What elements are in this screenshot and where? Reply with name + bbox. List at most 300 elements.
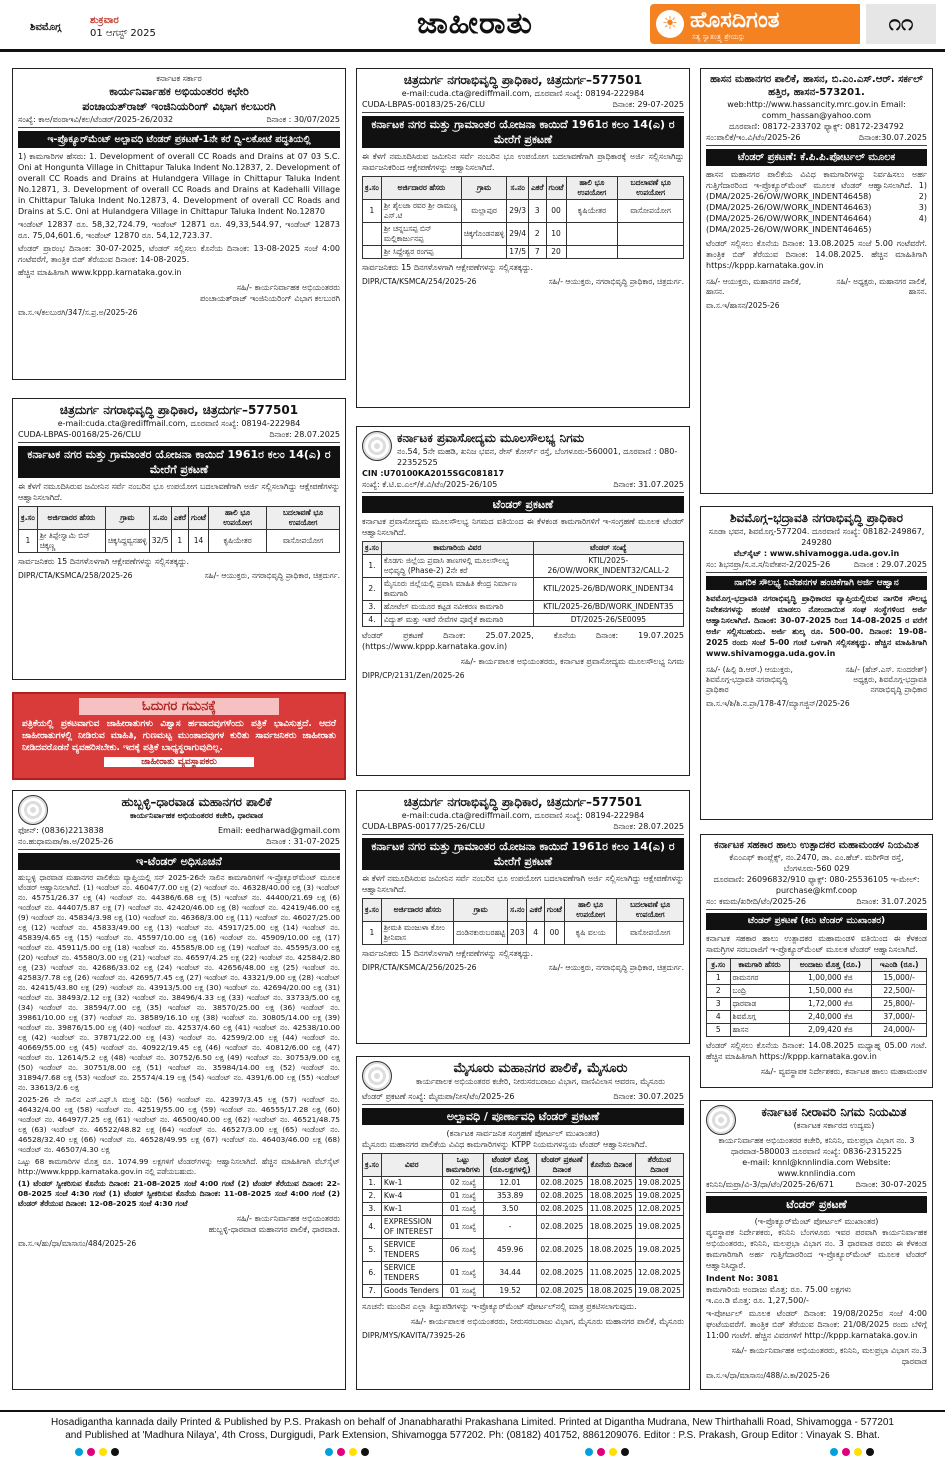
ad-title-bar: ಟೆಂಡರ್ ಪ್ರಕಟಣೆ: ಕೆ.ಪಿ.ಪಿ.ಪೋರ್ಟಲ್ ಮೂಲಕ [706, 149, 927, 166]
table-cell: 01 ಸಂಖ್ಯೆ [442, 1262, 484, 1285]
table-cell: 4 [527, 922, 544, 945]
ad-title-bar: ಇ-ಪ್ರೊಕ್ಯೂರ್‌ಮೆಂಟ್ ಅಲ್ಪಾವಧಿ ಟೆಂಡರ್ ಪ್ರಕಟಣೆ-1ನೇ ಕರೆ ದ್ವಿ-ಲಕೋಟೆ ಪದ್ಧತಿಯಲ್ಲಿ [18, 131, 340, 148]
table-cell: 17/5 [507, 246, 529, 259]
table-row [363, 223, 684, 246]
ad-knnl-tender [700, 1100, 933, 1390]
table-cell: SERVICE TENDERS [381, 1262, 442, 1285]
table-cell: 24,000/- [872, 1024, 927, 1037]
edition-place: ಶಿವಮೊಗ್ಗ [30, 22, 62, 33]
table-header-cell: ಅರ್ಜಿದಾರರ ಹೆಸರು [37, 507, 105, 530]
ad-signatures [706, 277, 927, 297]
ad-summary: ಒಟ್ಟು 68 ಕಾಮಗಾರಿಗಳ ಮೊತ್ತ ರೂ. 1074.99 ಲಕ್ಷಗಳಿಗೆ ಟೆಂಡರ್‌ಗಳನ್ನು ಆಹ್ವಾನಿಸಲಾಗಿದೆ. ಹೆಚ್ಚಿನ ಮಾಹಿತಿಗಾಗಿ ವೆಬ್‌ಸೈಟ್ http://www.kppp.karnataka.gov.in ನಲ್ಲಿ ಪಡೆಯಬಹುದು. [18, 1157, 340, 1176]
table-cell: 1,50,000 ಕೆಜಿ [789, 985, 872, 998]
table-cell: 34.44 [484, 1262, 536, 1285]
ref-number: ಸಂ:ಪಾಲಿಕೆ/ಇಂ.ವಿ/ಟೆಂ/2025-26 [706, 133, 801, 142]
ad-header-govt: ಕರ್ನಾಟಕ ಸರ್ಕಾರ [156, 74, 202, 83]
table-row [363, 1216, 684, 1239]
ad-title-bar: ಕರ್ನಾಟಕ ನಗರ ಮತ್ತು ಗ್ರಾಮಾಂತರ ಯೋಜನಾ ಕಾಯಿದೆ 1961ರ ಕಲಂ 14(ಎ) ರ ಮೇರೆಗೆ ಪ್ರಕಟಣೆ [362, 116, 684, 148]
table-cell: ಕೊಡಗು ಜಿಲ್ಲೆಯ ಪ್ರವಾಸಿ ತಾಣಗಳಲ್ಲಿ ಮೂಲಸೌಲಭ್ಯ ಅಭಿವೃದ್ಧಿ (Phase-2) 2ನೇ ಕರೆ [381, 555, 533, 578]
table-cell: 02 ಸಂಖ್ಯೆ [442, 1177, 484, 1190]
table-cell: ಮಲ್ಲಾಪುರ [461, 200, 506, 223]
ad-reference [706, 1179, 927, 1193]
table-cell: 22,500/- [872, 985, 927, 998]
ad-reference [362, 99, 684, 113]
ref-date: ದಿನಾಂಕ: 28.07.2025 [269, 430, 340, 439]
table-cell [566, 246, 618, 259]
ad-header-corporation: ಕರ್ನಾಟಕ ಪ್ರವಾಸೋದ್ಯಮ ಮೂಲಸೌಲಭ್ಯ ನಿಗಮ [397, 431, 585, 445]
ad-chitradurga-clu-1 [356, 68, 690, 408]
newspaper-name: ಹೊಸದಿಗಂತ [690, 8, 780, 33]
table-cell: ಶ್ರೀ ಸಿದ್ದೇಶ್ವರ ರಂಗಪ್ಪ [381, 246, 461, 259]
table-cell: 1 [707, 972, 731, 985]
table-header-cell: ಸ.ನಂ [507, 177, 529, 200]
table-cell: 2 [707, 985, 731, 998]
table-cell: ವಾಸೋಪಯೋಗ [267, 530, 340, 553]
table-cell: 19.08.2025 [635, 1216, 683, 1239]
land-use-table [362, 898, 684, 945]
ad-web: web:http://www.hassancity.mrc.gov.in Email: comm_hassan@yahoo.com [727, 100, 906, 120]
imprint-footer [0, 1410, 945, 1462]
table-cell: ಶ್ರೀ ತಿಪ್ಪೇಸ್ವಾಮಿ ಬಿನ್ ಚಿಕ್ಕಣ್ಣ [37, 530, 105, 553]
table-header-cell: ಕೊನೆಯ ದಿನಾಂಕ [587, 1154, 635, 1177]
ad-hassan-tender [700, 68, 933, 494]
table-cell: 1 [171, 530, 188, 553]
ad-kalaburagi-tender [12, 68, 346, 380]
table-header-cell: ಕ್ರ.ಸಂ [363, 177, 382, 200]
ad-dates: ಟೆಂಡರ್ ಪ್ರಾರಂಭ ದಿನಾಂಕ: 30-07-2025, ಟೆಂಡರ್ ಸಲ್ಲಿಸಲು ಕೊನೆಯ ದಿನಾಂಕ: 13-08-2025 ಸಂಜೆ 4:00 ಗಂಟೆವರೆಗೆ, ತಾಂತ್ರಿಕ ಬಿಡ್ ತೆರೆಯುವ ದಿನಾಂಕ: 14-08-2025. [18, 244, 340, 264]
table-row [363, 614, 684, 627]
govt-emblem-icon [362, 431, 392, 461]
ad-more-info: ಹೆಚ್ಚಿನ ಮಾಹಿತಿಗಾಗಿ www.kppp.karnataka.gov.in [18, 268, 182, 277]
table-cell: 10 [546, 223, 566, 246]
ad-signatory: ಸಹಿ/- ಆಯುಕ್ತರು, ನಗರಾಭಿವೃದ್ಧಿ ಪ್ರಾಧಿಕಾರ, ಚಿತ್ರದುರ್ಗ. [548, 277, 684, 286]
signatory-commissioner: ಸಹಿ/- ಆಯುಕ್ತರು, ಮಹಾನಗರ ಪಾಲಿಕೆ, ಹಾಸನ. [706, 277, 802, 296]
ad-reference [706, 896, 927, 910]
ad-footer-row [362, 963, 684, 973]
issue-date-text: 01 ಆಗಸ್ಟ್ 2025 [90, 28, 156, 39]
table-row [363, 922, 684, 945]
table-cell: 01 ಸಂಖ್ಯೆ [442, 1203, 484, 1216]
table-cell: 203 [508, 922, 527, 945]
newspaper-tagline: ಸತ್ಯ ಸ್ವಾತಂತ್ರ್ಯ ಶ್ರೇಯಸ್ಸು [692, 33, 745, 41]
ad-dates: ಟೆಂಡರ್ ಪ್ರಕಟಣೆ ದಿನಾಂಕ: 25.07.2025, ಕೊನೆಯ ದಿನಾಂಕ: 19.07.2025 (https://www.kppp.karnataka.gov.in) [362, 631, 684, 651]
ref-date: ದಿನಾಂಕ:30.07.2025 [858, 133, 927, 142]
ad-cin: CIN :U70100KA2015SGC081817 [362, 469, 505, 478]
table-row [363, 1203, 684, 1216]
table-cell: 19.08.2025 [635, 1239, 683, 1262]
table-row [363, 1262, 684, 1285]
table-header-cell: ಟೆಂಡರ್ ಪ್ರಕಟಣೆ ದಿನಾಂಕ [536, 1154, 587, 1177]
table-cell: 06 ಸಂಖ್ಯೆ [442, 1239, 484, 1262]
table-cell: EXPRESSION OF INTEREST [381, 1216, 442, 1239]
table-cell: ಕೃಷಿಯೇತರ [209, 530, 267, 553]
table-cell [618, 246, 684, 259]
ad-signatory: ಸಹಿ/- ಕಾರ್ಯಪಾಲಕ ಅಭಿಯಂತರರು, ಕರ್ನಾಟಕ ಪ್ರವಾಸೋದ್ಯಮ ಮೂಲಸೌಲಭ್ಯ ನಿಗಮ [460, 657, 684, 666]
table-cell: 19.08.2025 [635, 1177, 683, 1190]
ad-title-bar: ಟೆಂಡರ್ ಪ್ರಕಟಣೆ (ಕಿರು ಟೆಂಡರ್ ಮುಖಾಂತರ) [706, 913, 927, 930]
ad-body-text: ಶಿವಮೊಗ್ಗ-ಭದ್ರಾವತಿ ನಗರಾಭಿವೃದ್ಧಿ ಪ್ರಾಧಿಕಾರದ ವ್ಯಾಪ್ತಿಯಲ್ಲಿರುವ ನಾಗರಿಕ ಸೌಲಭ್ಯ ನಿವೇಶನಗಳನ್ನು ಹಂಚಿಕೆ ಮಾಡಲು ನೋಂದಾಯಿತ ಸಂಘ ಸಂಸ್ಥೆಗಳಿಂದ ಅರ್ಜಿ ಆಹ್ವಾನಿಸಲಾಗಿದೆ. ದಿನಾಂಕ: 30-07-2025 ರಿಂದ 14-08-2025 ರ ವರೆಗೆ ಅರ್ಜಿ ಸಲ್ಲಿಸಬಹುದು. ಅರ್ಜಿ ಶುಲ್ಕ ರೂ. 500-00. ದಿನಾಂಕ: 19-08-2025 ರಂದು ಸಂಜೆ 5-00 ಗಂಟೆ ಒಳಗಾಗಿ ಸಲ್ಲಿಸತಕ್ಕದ್ದು. ಹೆಚ್ಚಿನ ಮಾಹಿತಿಗಾಗಿ www.shivamogga.uda.gov.in [706, 594, 927, 658]
ref-number: CUDA-LBPAS-00183/25-26/CLU [362, 100, 485, 109]
black-dot [361, 1448, 369, 1456]
table-cell: ಕೃಷಿ ವಲಯ [564, 922, 617, 945]
table-header-cell: ಕ್ರ.ಸಂ [363, 899, 382, 922]
ad-title-bar: ನಾಗರಿಕ ಸೌಲಭ್ಯ ನಿವೇಶನಗಳ ಹಂಚಿಕೆಗಾಗಿ ಅರ್ಜಿ ಆಹ್ವಾನ [706, 576, 927, 590]
table-cell: 5. [363, 1239, 382, 1262]
table-cell: 2. [363, 1190, 382, 1203]
ad-phone: ಫೋನ್: (0836)2213838 [18, 826, 104, 835]
table-cell [461, 246, 506, 259]
registration-marks-right [585, 1448, 629, 1458]
ad-shivamogga-uda [700, 506, 933, 820]
table-cell: 18.08.2025 [587, 1177, 635, 1190]
table-cell: ವಿದ್ಯುತ್ ಮತ್ತು ಇತರೆ ಸೇವೆಗಳ ಪೂರೈಕೆ ಕಾಮಗಾರಿ [381, 614, 533, 627]
ad-signatory: ಸಹಿ/- ಆಯುಕ್ತರು, ನಗರಾಭಿವೃದ್ಧಿ ಪ್ರಾಧಿಕಾರ, ಚಿತ್ರದುರ್ಗ. [548, 963, 684, 972]
table-cell: 01 ಸಂಖ್ಯೆ [442, 1216, 484, 1239]
ad-header-sub: (ಕರ್ನಾಟಕ ಸರ್ಕಾರದ ಉದ್ಯಮ) [793, 1121, 875, 1130]
table-cell: 1 [19, 530, 38, 553]
table-cell: 12.01 [484, 1177, 536, 1190]
imprint-line-1: Hosadigantha kannada daily Printed & Published by P.S. Prakash on behalf of Jnanabharathi Prakashana Limited. Printed at Digantha Mudrana, New Thirthahalli Road, Shivamogga - 577201 [51, 1417, 894, 1428]
table-cell: KTIL/2025-26/BD/WORK_INDENT35 [533, 601, 683, 614]
ad-contact: e-mail:cuda.cta@rediffmail.com, ದೂರವಾಣಿ ಸಂಖ್ಯೆ: 08194-222984 [401, 811, 645, 820]
dipr-code: ವಾ.ಸ.ಇ/ಶಿ/ಶಿ.ನ.ಪ್ರಾ/178-47/ಮ್ಯಾಗಜ್ಜಿನ್/2025-26 [706, 699, 850, 708]
corporation-emblem-icon [362, 1061, 392, 1091]
table-header-cell: ಸ.ನಂ [508, 899, 527, 922]
yellow-dot [99, 1448, 107, 1456]
ad-body-text: ಈ ಕೆಳಗೆ ನಮೂದಿಸಿರುವ ಜಮೀನಿನ ಸರ್ವೆ ನಂಬರಿನ ಭೂ ಉಪಯೋಗ ಬದಲಾವಣೆಗಾಗಿ ಅರ್ಜಿ ಸಲ್ಲಿಸಲಾಗಿದ್ದು ಆಕ್ಷೇಪಣೆಗಳನ್ನು ಆಹ್ವಾನಿಸಲಾಗಿದೆ. [18, 482, 340, 502]
table-cell: 459.96 [484, 1239, 536, 1262]
ad-dates: ಟೆಂಡರ್ ಸಲ್ಲಿಸಲು ಕೊನೆಯ ದಿನಾಂಕ: 13.08.2025 ಸಂಜೆ 5.00 ಗಂಟೆವರೆಗೆ. ತಾಂತ್ರಿಕ ಬಿಡ್ ತೆರೆಯುವ ದಿನಾಂಕ: 14.08.2025. ಹೆಚ್ಚಿನ ಮಾಹಿತಿಗಾಗಿ https://kppp.karnataka.gov.in [706, 239, 927, 270]
table-header-cell: ಹಾಲಿ ಭೂ ಉಪಯೋಗ [209, 507, 267, 530]
table-cell: 353.89 [484, 1190, 536, 1203]
yellow-dot [349, 1448, 357, 1456]
ref-date: ದಿನಾಂಕ: 29-07-2025 [612, 100, 684, 109]
ref-date: ದಿನಾಂಕ : 31-07-2025 [266, 837, 340, 846]
ad-reference [706, 559, 927, 573]
land-use-table [362, 176, 684, 259]
table-cell: 29/3 [507, 200, 529, 223]
table-cell: 19.08.2025 [635, 1285, 683, 1298]
ad-body-text: ಈ ಕೆಳಗೆ ನಮೂದಿಸಿರುವ ಜಮೀನಿನ ಸರ್ವೆ ನಂಬರಿನ ಭೂ ಉಪಯೋಗ ಬದಲಾವಣೆಗಾಗಿ ಅರ್ಜಿ ಸಲ್ಲಿಸಲಾಗಿದ್ದು ಆಕ್ಷೇಪಣೆಗಳನ್ನು ಆಹ್ವಾನಿಸಲಾಗಿದೆ. [362, 874, 684, 894]
ref-number: CUDA-LBPAS-00177/25-26/CLU [362, 822, 485, 831]
table-cell: 3.50 [484, 1203, 536, 1216]
table-header-cell: ಬದಲಾವಣೆ ಭೂ ಉಪಯೋಗ [618, 177, 684, 200]
ref-number: ಟೆಂಡರ್ ಪ್ರಕಟಣೆ ಸಂಖ್ಯೆ: ಮೈಮಪಾ/ನೀಸ/ಟೆಂ/2025-26 [362, 1092, 515, 1101]
ad-intro: ಮೈಸೂರು ಮಹಾನಗರ ಪಾಲಿಕೆಯ ವಿವಿಧ ಕಾಮಗಾರಿಗಳನ್ನು KTPP ನಿಯಮಗಳನ್ವಯ ಟೆಂಡರ್ ಆಹ್ವಾನಿಸಲಾಗಿದೆ. [362, 1140, 648, 1149]
table-header-cell: ಕ್ರ.ಸಂ [19, 507, 38, 530]
ad-reference [362, 479, 684, 493]
table-row [363, 555, 684, 578]
table-header-cell: ಗುಂಟೆ [189, 507, 209, 530]
table-header-cell: ಹಾಲಿ ಭೂ ಉಪಯೋಗ [564, 899, 617, 922]
section-title: ಜಾಹೀರಾತು [417, 6, 533, 41]
table-cell [363, 223, 382, 246]
dipr-code: ವಾ.ಸ.ಇ/ಹಾಸನ/2025-26 [706, 301, 780, 310]
table-cell: 3 [707, 998, 731, 1011]
cyan-dot [830, 1448, 838, 1456]
ref-number: ಕನಿನಿನಿ/ಮಪ್ರಾ/ವಿ-3/ಧಾ/ಟೆಂ/2025-26/671 [706, 1180, 834, 1189]
ad-address: ಸೂಡಾ ಭವನ, ಶಿವಮೊಗ್ಗ-577204. ದೂರವಾಣಿ ಸಂಖ್ಯೆ: 08182-249867, 249280 [708, 527, 925, 547]
dipr-code: ವಾ.ಸ.ಇ/ಕಲಬುರಗಿ/347/ಸ.ಪ್ರ.ಅ/2025-26 [18, 308, 138, 317]
ref-date: ದಿನಾಂಕ: 31.07.2025 [856, 897, 927, 906]
magenta-dot [842, 1448, 850, 1456]
ad-signatory: ಸಹಿ/- ಕಾರ್ಯನಿರ್ವಾಹಕ ಅಭಿಯಂತರರು [236, 283, 340, 292]
dipr-code: ವಾ.ಸ.ಇ/ಧಾ/ಮಾಸಾಸಂ/488/ವಿ.ಕಾ/2025-26 [706, 1371, 830, 1380]
ad-header-corporation: ಮೈಸೂರು ಮಹಾನಗರ ಪಾಲಿಕೆ, ಮೈಸೂರು [453, 1061, 628, 1076]
table-cell: 1. [363, 1177, 382, 1190]
table-header-cell: ತೆರೆಯುವ ದಿನಾಂಕ [635, 1154, 683, 1177]
ref-date: ದಿನಾಂಕ : 29.07.2025 [853, 560, 927, 569]
table-cell: 18.08.2025 [587, 1190, 635, 1203]
dipr-code: DIPR/CP/2131/Zen/2025-26 [362, 671, 465, 680]
dipr-code: DIPR/CTA/KSMCA/258/2025-26 [18, 571, 133, 580]
table-cell: 2,40,000 ಕೆಜಿ [789, 1011, 872, 1024]
table-cell: ಧಾರವಾಡ [730, 998, 789, 1011]
ad-reference [706, 132, 927, 146]
table-header-cell: ಗ್ರಾಮ [461, 177, 506, 200]
table-header-cell: ಕ್ರ.ಸಂ [363, 1154, 382, 1177]
notice-signatory: ಜಾಹೀರಾತು ವ್ಯವಸ್ಥಾಪಕರು [104, 757, 254, 767]
ad-chitradurga-clu-3 [356, 790, 690, 1044]
ad-signatures [706, 665, 927, 695]
table-cell: KTIL/2025-26/BD/WORK_INDENT34 [533, 578, 683, 601]
yellow-dot [854, 1448, 862, 1456]
black-dot [866, 1448, 874, 1456]
table-row [707, 998, 927, 1011]
table-cell: - [484, 1216, 536, 1239]
signatory-president: ಸಹಿ/- ಅಧ್ಯಕ್ಷರು, ಮಹಾನಗರ ಪಾಲಿಕೆ, ಹಾಸನ. [836, 277, 927, 296]
ad-body-text: ವ್ಯವಸ್ಥಾಪಕ ನಿರ್ದೇಶಕರು, ಕನಿನಿನಿ ಬೆಂಗಳೂರು ಇವರ ಪರವಾಗಿ ಕಾರ್ಯನಿರ್ವಾಹಕ ಅಭಿಯಂತರರು, ಕನಿನಿನಿ, ಮಲಪ್ರಭಾ ವಿಭಾಗ ನಂ. 3 ಧಾರವಾಡ ರವರು ಈ ಕೆಳಕಂಡ ಕಾಮಗಾರಿಗಾಗಿ ಅರ್ಹ ಗುತ್ತಿಗೆದಾರರಿಂದ ಇ-ಪ್ರೊಕ್ಯೂರ್‌ಮೆಂಟ್ ಮೂಲಕ ಟೆಂಡರ್ ಆಹ್ವಾನಿಸಿದ್ದಾರೆ. [706, 1228, 927, 1270]
table-cell: 6. [363, 1262, 382, 1285]
ad-works-list-sfc: 2025-26 ನೇ ಸಾಲಿನ ಎಸ್.ಎಫ್.ಸಿ ಮುಕ್ತ ನಿಧಿ: (56) ಇಂಡೆಂಟ್ ನಂ. 42397/3.45 ಲಕ್ಷ (57) ಇಂಡೆಂಟ್ ನಂ. 46432/4.00 ಲಕ್ಷ (58) ಇಂಡೆಂಟ್ ನಂ. 42519/55.00 ಲಕ್ಷ (59) ಇಂಡೆಂಟ್ ನಂ. 46555/17.28 ಲಕ್ಷ (60) ಇಂಡೆಂಟ್ ನಂ. 46497/7.25 ಲಕ್ಷ (61) ಇಂಡೆಂಟ್ ನಂ. 46500/40.00 ಲಕ್ಷ (62) ಇಂಡೆಂಟ್ ನಂ. 46521/48.75 ಲಕ್ಷ (63) ಇಂಡೆಂಟ್ ನಂ. 46522/48.82 ಲಕ್ಷ (64) ಇಂಡೆಂಟ್ ನಂ. 46527/3.00 ಲಕ್ಷ (65) ಇಂಡೆಂಟ್ ನಂ. 46528/32.40 ಲಕ್ಷ (66) ಇಂಡೆಂಟ್ ನಂ. 46528/49.95 ಲಕ್ಷ (67) ಇಂಡೆಂಟ್ ನಂ. 46403/46.00 ಲಕ್ಷ (68) ಇಂಡೆಂಟ್ ನಂ. 46507/4.30 ಲಕ್ಷ [18, 1095, 340, 1154]
newspaper-logo [650, 4, 860, 44]
table-cell: 4 [707, 1011, 731, 1024]
table-cell: 18.08.2025 [587, 1239, 635, 1262]
table-cell [566, 223, 618, 246]
ad-amounts: ಇಂಡೆಂಟ್ 12837 ರೂ. 58,32,724.79, ಇಂಡೆಂಟ್ 12871 ರೂ. 49,33,544.97, ಇಂಡೆಂಟ್ 12873 ರೂ. 75,04,601.6, ಇಂಡೆಂಟ್ 12870 ರೂ. 54,12,723.37. [18, 220, 340, 240]
table-cell: 19.08.2025 [635, 1190, 683, 1203]
table-cell: 2,09,420 ಕೆಜಿ [789, 1024, 872, 1037]
registration-marks-far-right [830, 1448, 874, 1458]
table-cell: 2 [529, 223, 546, 246]
table-cell: ಬಂದ್ರಿ [730, 985, 789, 998]
ad-contact: e-mail:cuda.cta@rediffmail.com, ದೂರವಾಣಿ ಸಂಖ್ಯೆ: 08194-222984 [57, 419, 301, 428]
table-header-cell: ಗುಂಟೆ [544, 899, 564, 922]
ad-dipr-code [18, 308, 340, 318]
magenta-dot [87, 1448, 95, 1456]
issue-day: ಶುಕ್ರವಾರ [90, 15, 119, 26]
table-cell: ಶ್ರೀಮತಿ ಮಂಜುಳಾ ಕೋಂ ಶ್ರೀನಿವಾಸ [381, 922, 453, 945]
table-cell: 02.08.2025 [536, 1239, 587, 1262]
table-cell: 3 [529, 200, 546, 223]
table-header-cell: ಅರ್ಜಿದಾರರ ಹೆಸರು [381, 177, 461, 200]
table-cell: Goods Tenders [381, 1285, 442, 1298]
table-header-cell: ಹಾಲಿ ಭೂ ಉಪಯೋಗ [566, 177, 618, 200]
table-cell: 11.08.2025 [587, 1262, 635, 1285]
ad-address: ಕಾರ್ಯನಿರ್ವಾಹಕ ಅಭಿಯಂತರರ ಕಚೇರಿ, ಕನಿನಿನಿ, ಮಲಪ್ರಭಾ ವಿಭಾಗ ನಂ. 3 ಧಾರವಾಡ-580003 ದೂರವಾಣಿ ಸಂಖ್ಯೆ: 0836-2315225 [718, 1136, 915, 1156]
ad-amount: ಕಾಮಗಾರಿಯ ಅಂದಾಜು ಮೊತ್ತ: ರೂ. 75.00 ಲಕ್ಷಗಳು [706, 1285, 852, 1294]
sun-logo-icon: ☀ [656, 10, 684, 38]
table-cell: 02.08.2025 [536, 1177, 587, 1190]
ad-address: ಕೆಎಂಎಫ್ ಕಾಂಪ್ಲೆಕ್ಸ್, ನಂ.2470, ಡಾ. ಎಂ.ಹೆಚ್. ಮರಿಗೌಡ ರಸ್ತೆ, ಬೆಂಗಳೂರು-560 029 [729, 853, 904, 873]
ad-signatory-office: ಹುಬ್ಬಳ್ಳಿ-ಧಾರವಾಡ ಮಹಾನಗರ ಪಾಲಿಕೆ, ಧಾರವಾಡ. [208, 1225, 340, 1234]
table-cell: ಚಿಕ್ಕಸಿದ್ದವ್ವನಹಳ್ಳಿ [106, 530, 150, 553]
ref-date: ದಿನಾಂಕ: 30.07.2025 [613, 1092, 684, 1101]
dipr-code: DIPR/CTA/KSMCA/254/2025-26 [362, 277, 477, 286]
table-cell: ಶ್ರೀ ಚನ್ನಬಸಪ್ಪ ಬಿನ್ ಮಲ್ಲಿಕಾರ್ಜುನಪ್ಪ [381, 223, 461, 246]
ad-signatory: ಸಹಿ/- ಕಾರ್ಯನಿರ್ವಾಹಕ ಅಭಿಯಂತರರು, ಕನಿನಿನಿ, ಮಲಪ್ರಭಾ ವಿಭಾಗ ನಂ.3 ಧಾರವಾಡ [731, 1346, 927, 1366]
table-cell: 02.08.2025 [536, 1262, 587, 1285]
table-cell: 37,000/- [872, 1011, 927, 1024]
table-cell: 25,800/- [872, 998, 927, 1011]
table-header-cell: ಎಕರೆ [529, 177, 546, 200]
ad-reference [362, 1091, 684, 1105]
ad-header-corporation: ಕರ್ನಾಟಕ ನೀರಾವರಿ ನಿಗಮ ನಿಯಮಿತ [761, 1105, 907, 1119]
ad-intro: ಕರ್ನಾಟಕ ಪ್ರವಾಸೋದ್ಯಮ ಮೂಲಸೌಲಭ್ಯ ನಿಗಮದ ವತಿಯಿಂದ ಈ ಕೆಳಕಂಡ ಕಾಮಗಾರಿಗಳಿಗೆ ಇ-ಸಂಗ್ರಹಣೆ ಮೂಲಕ ಟೆಂಡರ್ ಆಹ್ವಾನಿಸಲಾಗಿದೆ. [362, 517, 684, 537]
table-row [363, 578, 684, 601]
table-cell: 29/4 [507, 223, 529, 246]
table-row [363, 1190, 684, 1203]
dipr-code: DIPR/MYS/KAVITA/73925-26 [362, 1331, 466, 1340]
ref-number: ಸಂಖ್ಯೆ: ಕೆ.ಟಿ.ಐ.ಎಲ್/ಕೆ.ವಿ/ಟೆಂ/2025-26/105 [362, 480, 498, 489]
ad-sub-title: (ಕರ್ನಾಟಕ ಸಾರ್ವಜನಿಕ ಸಂಗ್ರಹಣೆ ಪೋರ್ಟಲ್ ಮುಖಾಂತರ) [446, 1129, 600, 1138]
ad-tourism-infra-tender [356, 426, 690, 776]
ad-reference [18, 836, 340, 850]
table-header-cell: ಅರ್ಜಿದಾರರ ಹೆಸರು [381, 899, 453, 922]
ad-header-corporation: ಹಾಸನ ಮಹಾನಗರ ಪಾಲಿಕೆ, ಹಾಸನ, ಬಿ.ಎಂ.ಎಸ್.ಆರ್. ಸರ್ಕಲ್ ಹತ್ತಿರ, ಹಾಸನ-573201. [710, 74, 923, 98]
ref-number: ಸಂ: ಶಿಭನಪ್ರಾ/ಸ.ನ.ಸ/ನಿವೇಶನ-2/2025-26 [706, 560, 831, 569]
table-cell: 3. [363, 601, 382, 614]
ad-header-authority: ಚಿತ್ರದುರ್ಗ ನಗರಾಭಿವೃದ್ಧಿ ಪ್ರಾಧಿಕಾರ, ಚಿತ್ರದುರ್ಗ–577501 [403, 795, 643, 809]
table-cell: 1 [363, 200, 382, 223]
table-row [19, 530, 340, 553]
table-cell: ಹೋಟೆಲ್ ಮಯೂರ ಕಟ್ಟಡ ನವೀಕರಣ ಕಾಮಗಾರಿ [381, 601, 533, 614]
table-cell: 1 [363, 922, 382, 945]
ad-dates: ಇ-ಪೋರ್ಟಲ್ ಮೂಲಕ ಟೆಂಡರ್ ದಿನಾಂಕ: 19/08/2025ರ ಸಂಜೆ 4:00 ಘಂಟೆಯವರೆಗೆ. ತಾಂತ್ರಿಕ ಬಿಡ್ ತೆರೆಯುವ ದಿನಾಂಕ: 21/08/2025 ರಂದು ಬೆಳಿಗ್ಗೆ 11:00 ಗಂಟೆಗೆ. ಹೆಚ್ಚಿನ ವಿವರಗಳಿಗೆ http://kppp.karnataka.gov.in [706, 1309, 927, 1340]
table-cell: 02.08.2025 [536, 1285, 587, 1298]
cyan-dot [585, 1448, 593, 1456]
ref-date: ದಿನಾಂಕ: 31.07.2025 [613, 480, 684, 489]
ad-phone: ದೂರವಾಣಿ: 08172-233702 ಫ್ಯಾಕ್ಸ್: 08172-234792 [729, 122, 904, 131]
table-cell: 5 [707, 1024, 731, 1037]
table-header-cell: ಟೆಂಡರ್ ಸಂಖ್ಯೆ [533, 542, 683, 555]
ad-reference [362, 821, 684, 835]
ad-dipr-row [706, 699, 927, 709]
ad-mysuru-tender [356, 1056, 690, 1390]
ad-dates: ಟೆಂಡರ್ ಸಲ್ಲಿಸಲು ಕೊನೆಯ ದಿನಾಂಕ: 14.08.2025 ಮಧ್ಯಾಹ್ನ 05.00 ಗಂಟೆ. ಹೆಚ್ಚಿನ ಮಾಹಿತಿಗಾಗಿ https://kppp.karnataka.gov.in [706, 1041, 927, 1061]
ref-date: ದಿನಾಂಕ: 30-07-2025 [855, 1180, 927, 1189]
ad-works-list: 1) ಕಾಮಗಾರಿಗಳ ಹೆಸರು: 1. Development of overall CC Roads and Drains at 07 03 S.C. Oni at Honguntа Village in Chittapur Taluka Indent No.12837, 2. Development of overall CC Roads and Drains at Hulandgera Village in Chittapur Taluka Indent No.12871, 3. Development of overall CC Roads and Drains at Kadehalli Village in Chittapur Taluka Indent No.12873, 4. Development of overall CC Roads and Drains at S.C. Oni at Hulandgera Village in Chittapur Taluka Indent No.12870 [18, 152, 340, 216]
table-cell: 2. [363, 578, 382, 601]
table-cell: ಕೃಷಿಯೇತರ [566, 200, 618, 223]
readers-notice [12, 692, 346, 780]
ad-header-office: ಕಾರ್ಯಪಾಲಕ ಅಭಿಯಂತರರ ಕಚೇರಿ, ನೀರುಸರಬರಾಜು ವಿಭಾಗ, ವಾಣಿವಿಲಾಸ ಆವರಣ, ಮೈಸೂರು [415, 1077, 666, 1086]
ad-signatory: ಸಹಿ/- ಕಾರ್ಯಪಾಲಕ ಅಭಿಯಂತರರು, ನೀರುಸರಬರಾಜು ವಿಭಾಗ, ಮೈಸೂರು ಮಹಾನಗರ ಪಾಲಿಕೆ, ಮೈಸೂರು [410, 1317, 684, 1326]
ad-kmf-tender [700, 834, 933, 1088]
ad-works-list: ಹುಬ್ಬಳ್ಳಿ ಧಾರವಾಡ ಮಹಾನಗರ ಪಾಲಿಕೆಯ ವ್ಯಾಪ್ತಿಯಲ್ಲಿ ಸನ್ 2025-26ನೇ ಸಾಲಿನ ಕಾಮಗಾರಿಗಳಿಗೆ ಇ-ಪ್ರೊಕ್ಯೂರ್‌ಮೆಂಟ್ ಮೂಲಕ ಟೆಂಡರ್ ಆಹ್ವಾನಿಸಲಾಗಿದೆ. (1) ಇಂಡೆಂಟ್ ನಂ. 46047/7.00 ಲಕ್ಷ (2) ಇಂಡೆಂಟ್ ನಂ. 46328/40.00 ಲಕ್ಷ (3) ಇಂಡೆಂಟ್ ನಂ. 45751/26.37 ಲಕ್ಷ (4) ಇಂಡೆಂಟ್ ನಂ. 44386/6.68 ಲಕ್ಷ (5) ಇಂಡೆಂಟ್ ನಂ. 44400/21.69 ಲಕ್ಷ (6) ಇಂಡೆಂಟ್ ನಂ. 44407/5.87 ಲಕ್ಷ (7) ಇಂಡೆಂಟ್ ನಂ. 42420/46.00 ಲಕ್ಷ (8) ಇಂಡೆಂಟ್ ನಂ. 42419/46.00 ಲಕ್ಷ (9) ಇಂಡೆಂಟ್ ನಂ. 45834/3.98 ಲಕ್ಷ (10) ಇಂಡೆಂಟ್ ನಂ. 46368/3.00 ಲಕ್ಷ (11) ಇಂಡೆಂಟ್ ನಂ. 46027/25.00 ಲಕ್ಷ (12) ಇಂಡೆಂಟ್ ನಂ. 45833/49.00 ಲಕ್ಷ (13) ಇಂಡೆಂಟ್ ನಂ. 45917/25.00 ಲಕ್ಷ (14) ಇಂಡೆಂಟ್ ನಂ. 45839/4.65 ಲಕ್ಷ (15) ಇಂಡೆಂಟ್ ನಂ. 45597/10.00 ಲಕ್ಷ (16) ಇಂಡೆಂಟ್ ನಂ. 45909/10.00 ಲಕ್ಷ (17) ಇಂಡೆಂಟ್ ನಂ. 45911/5.00 ಲಕ್ಷ (18) ಇಂಡೆಂಟ್ ನಂ. 45585/8.00 ಲಕ್ಷ (19) ಇಂಡೆಂಟ್ ನಂ. 45595/3.00 ಲಕ್ಷ (20) ಇಂಡೆಂಟ್ ನಂ. 45580/3.00 ಲಕ್ಷ (21) ಇಂಡೆಂಟ್ ನಂ. 46597/4.25 ಲಕ್ಷ (22) ಇಂಡೆಂಟ್ ನಂ. 42584/2.80 ಲಕ್ಷ (23) ಇಂಡೆಂಟ್ ನಂ. 42686/33.02 ಲಕ್ಷ (24) ಇಂಡೆಂಟ್ ನಂ. 42656/48.00 ಲಕ್ಷ (25) ಇಂಡೆಂಟ್ ನಂ. 42583/7.78 ಲಕ್ಷ (26) ಇಂಡೆಂಟ್ ನಂ. 42695/7.45 ಲಕ್ಷ (27) ಇಂಡೆಂಟ್ ನಂ. 43321/9.00 ಲಕ್ಷ (28) ಇಂಡೆಂಟ್ ನಂ. 42415/43.80 ಲಕ್ಷ (29) ಇಂಡೆಂಟ್ ನಂ. 43913/5.00 ಲಕ್ಷ (30) ಇಂಡೆಂಟ್ ನಂ. 42694/20.00 ಲಕ್ಷ (31) ಇಂಡೆಂಟ್ ನಂ. 38493/2.12 ಲಕ್ಷ (32) ಇಂಡೆಂಟ್ ನಂ. 38496/4.33 ಲಕ್ಷ (33) ಇಂಡೆಂಟ್ ನಂ. 33733/5.00 ಲಕ್ಷ (34) ಇಂಡೆಂಟ್ ನಂ. 38594/7.00 ಲಕ್ಷ (35) ಇಂಡೆಂಟ್ ನಂ. 38570/25.00 ಲಕ್ಷ (36) ಇಂಡೆಂಟ್ ನಂ. 39861/10.00 ಲಕ್ಷ (37) ಇಂಡೆಂಟ್ ನಂ. 38589/16.10 ಲಕ್ಷ (38) ಇಂಡೆಂಟ್ ನಂ. 30805/14.00 ಲಕ್ಷ (39) ಇಂಡೆಂಟ್ ನಂ. 39876/15.00 ಲಕ್ಷ (40) ಇಂಡೆಂಟ್ ನಂ. 42537/4.60 ಲಕ್ಷ (41) ಇಂಡೆಂಟ್ ನಂ. 42538/10.00 ಲಕ್ಷ (42) ಇಂಡೆಂಟ್ ನಂ. 37871/22.00 ಲಕ್ಷ (43) ಇಂಡೆಂಟ್ ನಂ. 42599/2.00 ಲಕ್ಷ (44) ಇಂಡೆಂಟ್ ನಂ. 40669/55.00 ಲಕ್ಷ (45) ಇಂಡೆಂಟ್ ನಂ. 40922/19.45 ಲಕ್ಷ (46) ಇಂಡೆಂಟ್ ನಂ. 40812/6.00 ಲಕ್ಷ (47) ಇಂಡೆಂಟ್ ನಂ. 12614/5.2 ಲಕ್ಷ (48) ಇಂಡೆಂಟ್ ನಂ. 30752/6.50 ಲಕ್ಷ (49) ಇಂಡೆಂಟ್ ನಂ. 30753/9.00 ಲಕ್ಷ (50) ಇಂಡೆಂಟ್ ನಂ. 30751/8.00 ಲಕ್ಷ (51) ಇಂಡೆಂಟ್ ನಂ. 35984/14.00 ಲಕ್ಷ (52) ಇಂಡೆಂಟ್ ನಂ. 31894/7.68 ಲಕ್ಷ (53) ಇಂಡೆಂಟ್ ನಂ. 25574/4.19 ಲಕ್ಷ (54) ಇಂಡೆಂಟ್ ನಂ. 4391/6.00 ಲಕ್ಷ (55) ಇಂಡೆಂಟ್ ನಂ. 33613/2.6 ಲಕ್ಷ [18, 873, 340, 1092]
table-row [363, 246, 684, 259]
table-cell: 12.08.2025 [635, 1203, 683, 1216]
table-cell: 20 [546, 246, 566, 259]
table-cell: ಶ್ರೀ ಶೈಲಜಾ ರವರ ಶ್ರೀ ರಾಮಣ್ಣ ಎಸ್.ಟಿ [381, 200, 461, 223]
table-row [363, 1285, 684, 1298]
table-cell: Kw-1 [381, 1177, 442, 1190]
ref-date: ದಿನಾಂಕ : 30/07/2025 [266, 115, 340, 124]
table-header-cell: ಬದಲಾವಣೆ ಭೂ ಉಪಯೋಗ [267, 507, 340, 530]
ad-hubballi-dharwad-tender [12, 790, 346, 1390]
notice-title: ಓದುಗರ ಗಮನಕ್ಕೆ [79, 698, 279, 715]
ref-date: ದಿನಾಂಕ: 28.07.2025 [613, 822, 684, 831]
ad-title-bar: ಕರ್ನಾಟಕ ನಗರ ಮತ್ತು ಗ್ರಾಮಾಂತರ ಯೋಜನಾ ಕಾಯಿದೆ 1961ರ ಕಲಂ 14(ಎ) ರ ಮೇರೆಗೆ ಪ್ರಕಟಣೆ [18, 446, 340, 478]
ad-footnote: ಸೂಚನೆ: ಮುಂದಿನ ಎಲ್ಲಾ ತಿದ್ದುಪಡಿಗಳನ್ನು ಇ-ಪ್ರೊಕ್ಯೂರ್‌ಮೆಂಟ್ ಪೋರ್ಟಲ್‌ನಲ್ಲಿ ಮಾತ್ರ ಪ್ರಕಟಿಸಲಾಗುವುದು. [362, 1302, 637, 1311]
ad-dipr-row [18, 1239, 340, 1249]
ad-signatory-office: ಪಂಚಾಯತ್‌ರಾಜ್ ಇಂಜಿನಿಯರಿಂಗ್ ವಿಭಾಗ ಕಲಬುರಗಿ [200, 294, 340, 303]
table-header-cell: ಸ.ನಂ [149, 507, 171, 530]
ad-reference [18, 114, 340, 128]
notice-body: ಪತ್ರಿಕೆಯಲ್ಲಿ ಪ್ರಕಟವಾಗುವ ಜಾಹೀರಾತುಗಳು ವಿಶ್ವಾಸ ರ್ಹವಾದವುಗಳೆಂದು ಪತ್ರಿಕೆ ಭಾವಿಸುತ್ತದೆ. ಆದರೆ ಜಾಹೀರಾತುಗಳಲ್ಲಿ ನೀಡಿರುವ ಮಾಹಿತಿ, ಗುಣಮಟ್ಟ ಮುಂತಾದವುಗಳ ಕುರಿತು ಸಾರ್ವಜನಿಕರು ಜಾಹೀರಾತು ನೀಡಿದವರೊಡನೆ ವ್ಯವಹರಿಸಬೇಕು. ಇದಕ್ಕೆ ಪತ್ರಿಕೆ ಬಾಧ್ಯಸ್ಥರಾಗುವುದಿಲ್ಲ. [22, 719, 336, 753]
ad-header-authority: ಚಿತ್ರದುರ್ಗ ನಗರಾಭಿವೃದ್ಧಿ ಪ್ರಾಧಿಕಾರ, ಚಿತ್ರದುರ್ಗ–577501 [59, 403, 299, 417]
ad-header-office: ಕಾರ್ಯನಿರ್ವಾಹಕ ಅಭಿಯಂತರರ ಕಛೇರಿ [109, 85, 249, 98]
table-row [707, 1011, 927, 1024]
table-cell: 01 ಸಂಖ್ಯೆ [442, 1285, 484, 1298]
magenta-dot [337, 1448, 345, 1456]
table-row [363, 200, 684, 223]
ad-dipr-row [706, 1371, 927, 1381]
ad-footnote: ಸಾರ್ವಜನಿಕರು 15 ದಿನಗಳೊಳಗಾಗಿ ಆಕ್ಷೇಪಣೆಗಳನ್ನು ಸಲ್ಲಿಸತಕ್ಕದ್ದು. [18, 557, 190, 566]
ad-email: Email: eedharwad@gmail.com [218, 826, 340, 835]
knnl-logo-icon [706, 1105, 736, 1135]
tender-table [362, 541, 684, 627]
dipr-code: ವಾ.ಸ.ಇ/ಹು/ಧಾ/ಮಾಸಾಸಂ/484/2025-26 [18, 1239, 137, 1248]
ad-reference [18, 429, 340, 443]
ad-title-bar: ಅಲ್ಪಾವಧಿ / ಪೂರ್ಣಾವಧಿ ಟೆಂಡರ್ ಪ್ರಕಟಣೆ [362, 1108, 684, 1125]
corporation-emblem-icon [18, 795, 48, 825]
ad-header-office: ಕಾರ್ಯನಿರ್ವಾಹಕ ಅಭಿಯಂತರರ ಕಚೇರಿ, ಧಾರವಾಡ [130, 811, 263, 820]
ad-header-division: ಪಂಚಾಯತ್‌ರಾಜ್ ಇಂಜಿನಿಯರಿಂಗ್ ವಿಭಾಗ ಕಲಬುರಗಿ [82, 100, 276, 113]
table-cell: ದಂಡಿನಕುರುಬರಹಟ್ಟಿ [454, 922, 508, 945]
ad-signatory: ಸಹಿ/- ಆಯುಕ್ತರು, ನಗರಾಭಿವೃದ್ಧಿ ಪ್ರಾಧಿಕಾರ, ಚಿತ್ರದುರ್ಗ. [204, 571, 340, 580]
issue-date [90, 14, 160, 40]
table-cell: 18.08.2025 [587, 1216, 635, 1239]
ad-contact [18, 825, 340, 836]
table-cell: 00 [546, 200, 566, 223]
ad-title-bar: ಟೆಂಡರ್ ಪ್ರಕಟಣೆ [362, 496, 684, 513]
cyan-dot [325, 1448, 333, 1456]
table-cell: 14 [189, 530, 209, 553]
table-header-cell: ಅಂದಾಜು ಮೊತ್ತ (ರೂ.) [789, 959, 872, 972]
ad-phone: ದೂರವಾಣಿ: 26096832/910 ಫ್ಯಾಕ್ಸ್: 080-25536105 ಇ-ಮೇಲ್: purchase@kmf.coop [713, 875, 920, 895]
table-header-cell: ಎಕರೆ [527, 899, 544, 922]
table-header-cell: ಗ್ರಾಮ [106, 507, 150, 530]
registration-marks-mid [325, 1448, 369, 1458]
table-header-cell: ಒಟ್ಟು ಕಾಮಗಾರಿಗಳು [442, 1154, 484, 1177]
table-cell: 02.08.2025 [536, 1203, 587, 1216]
table-row [707, 985, 927, 998]
table-cell: 11.08.2025 [587, 1203, 635, 1216]
ad-footer-row [18, 571, 340, 581]
table-cell: ಚಿಕ್ಕಗೊಂಡನಹಳ್ಳಿ [461, 223, 506, 246]
ad-header-federation: ಕರ್ನಾಟಕ ಸಹಕಾರ ಹಾಲು ಉತ್ಪಾದಕರ ಮಹಾಮಂಡಳ ನಿಯಮಿತ [714, 840, 919, 851]
ad-footnote: ಸಾರ್ವಜನಿಕರು 15 ದಿನಗಳೊಳಗಾಗಿ ಆಕ್ಷೇಪಣೆಗಳನ್ನು ಸಲ್ಲಿಸತಕ್ಕದ್ದು. [362, 263, 534, 272]
ref-number: CUDA-LBPAS-00168/25-26/CLU [18, 430, 141, 439]
table-cell: 4. [363, 1216, 382, 1239]
table-cell: 15,000/- [872, 972, 927, 985]
dipr-code: DIPR/CTA/KSMCA/256/2025-26 [362, 963, 477, 972]
table-row [707, 1024, 927, 1037]
table-header-cell: ಕ್ರ.ಸಂ [363, 542, 382, 555]
table-header-cell: ಎಕರೆ [171, 507, 188, 530]
ad-header-corporation: ಹುಬ್ಬಳ್ಳಿ–ಧಾರವಾಡ ಮಹಾನಗರ ಪಾಲಿಕೆ [121, 795, 272, 809]
